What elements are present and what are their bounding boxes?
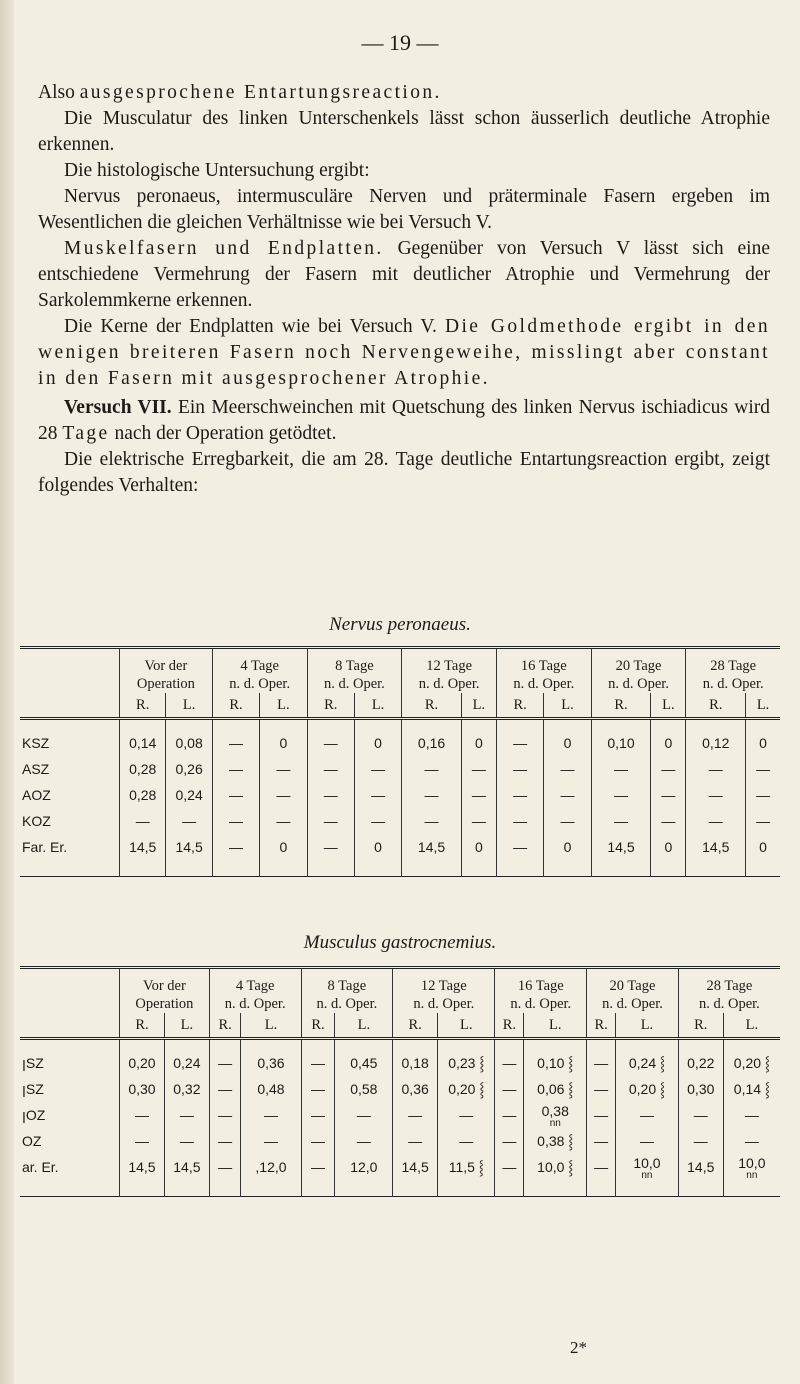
table-cell: 0,48	[241, 1076, 301, 1102]
table-cell: —	[746, 808, 780, 834]
table-cell: 0,16	[402, 719, 462, 757]
table-cell: —	[495, 1076, 524, 1102]
table-cell: 0	[651, 719, 686, 757]
column-header-l: L.	[164, 1013, 209, 1039]
table-cell: —	[587, 1154, 616, 1197]
table-cell: 0,24 ⸾	[616, 1039, 679, 1077]
paragraph: Die elektrische Erregbarkeit, die am 28. Tage deutliche Entartungsreaction ergibt, zeigt folgendes Verhalten:	[38, 449, 770, 496]
table-row	[20, 834, 780, 877]
column-header-r: R.	[587, 1013, 616, 1039]
column-header-l: L.	[651, 693, 686, 719]
table-row	[20, 1076, 780, 1102]
table-cell: 12,0	[335, 1154, 393, 1197]
column-header-l: L.	[723, 1013, 780, 1039]
group-title: 20 Tage	[609, 978, 656, 994]
group-subtitle: n. d. Oper.	[702, 676, 764, 692]
table-cell: —	[544, 782, 591, 808]
table-cell: 0,14 ⸾	[723, 1076, 780, 1102]
table-cell: —	[354, 756, 401, 782]
table-cell: —	[241, 1102, 301, 1128]
table-cell: —	[209, 1154, 241, 1197]
table-cell: —	[209, 1039, 241, 1077]
paragraph: Also ausgesprochene Entartungsreaction.	[38, 82, 442, 103]
table-cell: 0,30	[120, 1076, 165, 1102]
table-nervus-peronaeus	[20, 646, 780, 877]
table-cell: —	[461, 808, 496, 834]
group-subtitle: n. d. Oper.	[418, 676, 480, 692]
group-title: 8 Tage	[335, 658, 374, 674]
group-subtitle: n. d. Oper.	[224, 996, 286, 1012]
header-corner	[20, 648, 120, 694]
group-title: 4 Tage	[240, 658, 279, 674]
table-cell: 0,20 ⸾	[616, 1076, 679, 1102]
table-row	[20, 1039, 780, 1077]
table-cell: —	[307, 719, 354, 757]
table-cell: —	[209, 1102, 241, 1128]
table-cell: —	[166, 808, 212, 834]
table-cell: 0,14	[120, 719, 166, 757]
body-text-2	[38, 395, 770, 499]
paragraph: Die Musculatur des linken Unterschenkels lässt schon äusserlich deutliche Atrophie erkennen.	[38, 108, 770, 155]
table-cell: 0,28	[120, 782, 166, 808]
group-title: 16 Tage	[517, 978, 564, 994]
table-cell: —	[678, 1128, 723, 1154]
table-cell: 11,5 ⸾	[438, 1154, 495, 1197]
column-header-r: R.	[120, 693, 166, 719]
table-cell: —	[301, 1039, 335, 1077]
table-cell: —	[209, 1076, 241, 1102]
row-label: ar. Er.	[22, 1159, 59, 1175]
table-cell: —	[587, 1039, 616, 1077]
table-cell: —	[746, 782, 780, 808]
row-label: KSZ	[22, 735, 50, 751]
table-cell: 0,58	[335, 1076, 393, 1102]
table-cell: —	[496, 719, 543, 757]
paragraph: Versuch VII. Ein Meerschweinchen mit Quetschung des linken Nervus ischiadicus wird 28 Tage nach der Operation getödtet.	[38, 397, 770, 444]
table-cell: —	[496, 808, 543, 834]
table-cell: 0,22	[678, 1039, 723, 1077]
table-cell: 0	[354, 719, 401, 757]
table-cell: 0	[354, 834, 401, 877]
column-group-header	[678, 968, 780, 1014]
row-label: Far. Er.	[22, 839, 68, 855]
table-cell: —	[616, 1128, 679, 1154]
table-cell: 0,10 ⸾	[524, 1039, 587, 1077]
column-group-header	[393, 968, 495, 1014]
table-cell: 14,5	[166, 834, 212, 877]
row-label: ꞁOZ	[22, 1106, 46, 1123]
table-cell: 14,5	[678, 1154, 723, 1197]
column-header-l: L.	[438, 1013, 495, 1039]
table-row	[20, 1154, 780, 1197]
table-cell: —	[301, 1128, 335, 1154]
column-group-header	[496, 648, 591, 694]
table-cell: —	[335, 1102, 393, 1128]
table-row	[20, 719, 780, 757]
table-cell: —	[260, 808, 307, 834]
table-cell: 10,0 nn	[616, 1154, 679, 1197]
column-header-l: L.	[544, 693, 591, 719]
table-cell: —	[241, 1128, 301, 1154]
table-cell: ,12,0	[241, 1154, 301, 1197]
table-cell: 14,5	[164, 1154, 209, 1197]
table-cell: —	[496, 756, 543, 782]
table-cell: —	[544, 756, 591, 782]
column-header-r: R.	[686, 693, 746, 719]
group-title: 28 Tage	[706, 978, 753, 994]
table-cell: 0	[746, 834, 780, 877]
table-row	[20, 1102, 780, 1128]
table-cell: —	[354, 808, 401, 834]
header-corner	[20, 968, 120, 1014]
table-cell: 0	[746, 719, 780, 757]
group-title: 28 Tage	[710, 658, 757, 674]
body-text-1	[38, 80, 770, 392]
table-cell: —	[496, 834, 543, 877]
group-subtitle: Operation	[135, 996, 194, 1012]
column-group-header	[209, 968, 301, 1014]
table-cell: 0,24	[166, 782, 212, 808]
table-cell: —	[212, 782, 259, 808]
table-cell: 14,5	[393, 1154, 438, 1197]
row-label: OZ	[22, 1133, 42, 1149]
table-cell: —	[301, 1102, 335, 1128]
row-label: KOZ	[22, 813, 51, 829]
row-label: ASZ	[22, 761, 50, 777]
column-header-l: L.	[746, 693, 780, 719]
column-header-r: R.	[495, 1013, 524, 1039]
table-cell: —	[591, 782, 651, 808]
paragraph: Die Kerne der Endplatten wie bei Versuch V. Die Goldmethode ergibt in den wenigen breiteren Fasern noch Nervengeweihe, misslingt aber constant in den Fasern mit ausgesprochener Atrophie.	[38, 316, 771, 389]
table-cell: 0,20 ⸾	[723, 1039, 780, 1077]
column-header-r: R.	[307, 693, 354, 719]
table-cell: —	[461, 756, 496, 782]
table-cell: 0	[544, 719, 591, 757]
column-header-l: L.	[354, 693, 401, 719]
group-subtitle: n. d. Oper.	[699, 996, 760, 1012]
paragraph: Muskelfasern und Endplatten. Gegenüber von Versuch V lässt sich eine entschiedene Vermehrung der Fasern mit deutlicher Atrophie und Vermehrung der Sarkolemmkerne erkennen.	[38, 238, 770, 311]
table-cell: 0,30	[678, 1076, 723, 1102]
table-cell: —	[402, 756, 462, 782]
column-group-header	[301, 968, 393, 1014]
table-cell: 0,18	[393, 1039, 438, 1077]
table-cell: —	[591, 756, 651, 782]
table-cell: —	[587, 1128, 616, 1154]
table-cell: 0,08	[166, 719, 212, 757]
column-header-l: L.	[166, 693, 212, 719]
table-cell: —	[591, 808, 651, 834]
paragraph: Die histologische Untersuchung ergibt:	[64, 160, 370, 181]
row-label: ꞁSZ	[22, 1054, 44, 1071]
column-header-r: R.	[212, 693, 259, 719]
table-cell: 14,5	[686, 834, 746, 877]
table-cell: 14,5	[120, 1154, 165, 1197]
table-cell: —	[212, 756, 259, 782]
row-label: ꞁSZ	[22, 1080, 44, 1097]
column-header-r: R.	[496, 693, 543, 719]
table-cell: —	[120, 808, 166, 834]
group-subtitle: n. d. Oper.	[510, 996, 572, 1012]
table-cell: 0,45	[335, 1039, 393, 1077]
group-title: Vor der	[143, 978, 186, 994]
table-cell: —	[686, 782, 746, 808]
table-cell: 0,20 ⸾	[438, 1076, 495, 1102]
group-subtitle: n. d. Oper.	[229, 676, 291, 692]
table-cell: —	[402, 808, 462, 834]
group-title: 12 Tage	[420, 978, 467, 994]
column-group-header	[591, 648, 686, 694]
table-cell: —	[209, 1128, 241, 1154]
column-header-r: R.	[120, 1013, 165, 1039]
column-header-r: R.	[301, 1013, 335, 1039]
table-cell: 0	[260, 719, 307, 757]
group-title: 4 Tage	[235, 978, 275, 994]
table-cell: —	[495, 1154, 524, 1197]
table-cell: —	[354, 782, 401, 808]
column-group-header	[402, 648, 497, 694]
table-cell: —	[335, 1128, 393, 1154]
column-header-r: R.	[591, 693, 651, 719]
table-cell: —	[651, 808, 686, 834]
table-cell: —	[438, 1102, 495, 1128]
group-title: 20 Tage	[615, 658, 662, 674]
group-subtitle: n. d. Oper.	[323, 676, 385, 692]
table-cell: —	[301, 1076, 335, 1102]
column-group-header	[307, 648, 402, 694]
table-cell: —	[723, 1128, 780, 1154]
table-row	[20, 782, 780, 808]
table-cell: —	[651, 782, 686, 808]
column-group-header	[495, 968, 587, 1014]
table-musculus-gastrocnemius	[20, 966, 780, 1197]
column-header-l: L.	[241, 1013, 301, 1039]
header-corner	[20, 1013, 120, 1039]
table-cell: 0,32	[164, 1076, 209, 1102]
table-cell: 0,38 nn	[524, 1102, 587, 1128]
table-cell: —	[723, 1102, 780, 1128]
table-cell: —	[544, 808, 591, 834]
group-subtitle: n. d. Oper.	[608, 676, 669, 692]
table-cell: 0,24	[164, 1039, 209, 1077]
table-cell: —	[260, 782, 307, 808]
table-cell: —	[393, 1102, 438, 1128]
table-cell: —	[164, 1128, 209, 1154]
group-title: Vor der	[144, 658, 188, 674]
table-cell: 0,12	[686, 719, 746, 757]
table-cell: —	[307, 808, 354, 834]
table-cell: —	[461, 782, 496, 808]
table-cell: —	[587, 1076, 616, 1102]
group-subtitle: n. d. Oper.	[316, 996, 378, 1012]
table-cell: 0,10	[591, 719, 651, 757]
table-caption-nervus: Nervus peronaeus.	[329, 614, 471, 635]
table-row	[20, 808, 780, 834]
page-number: — 19 —	[361, 30, 439, 55]
page-edge-shadow	[0, 0, 14, 1384]
column-group-header	[120, 648, 213, 694]
column-group-header	[120, 968, 210, 1014]
table-cell: 0,38 ⸾	[524, 1128, 587, 1154]
table-cell: —	[686, 808, 746, 834]
table-cell: 14,5	[120, 834, 166, 877]
table-cell: 0,26	[166, 756, 212, 782]
table-cell: —	[164, 1102, 209, 1128]
group-title: 12 Tage	[426, 658, 473, 674]
column-group-header	[686, 648, 780, 694]
group-subtitle: n. d. Oper.	[602, 996, 663, 1012]
column-header-r: R.	[393, 1013, 438, 1039]
table-cell: 0,28	[120, 756, 166, 782]
table-cell: —	[393, 1128, 438, 1154]
group-title: 16 Tage	[520, 658, 567, 674]
table-cell: 0,23 ⸾	[438, 1039, 495, 1077]
table-cell: 10,0 nn	[723, 1154, 780, 1197]
column-header-l: L.	[461, 693, 496, 719]
group-subtitle: n. d. Oper.	[513, 676, 575, 692]
table-cell: —	[495, 1102, 524, 1128]
paragraph: Nervus peronaeus, intermusculäre Nerven und präterminale Fasern ergeben im Wesentlichen die gleichen Verhältnisse wie bei Versuch V.	[38, 186, 770, 233]
table-cell: —	[616, 1102, 679, 1128]
table-cell: —	[120, 1128, 165, 1154]
table-cell: —	[651, 756, 686, 782]
table-cell: —	[402, 782, 462, 808]
column-header-r: R.	[209, 1013, 241, 1039]
table-cell: —	[587, 1102, 616, 1128]
column-group-header	[212, 648, 307, 694]
table-row	[20, 756, 780, 782]
table-cell: 14,5	[591, 834, 651, 877]
row-label: AOZ	[22, 787, 51, 803]
table-cell: —	[495, 1039, 524, 1077]
table-cell: 0,36	[241, 1039, 301, 1077]
table-cell: —	[746, 756, 780, 782]
table-cell: 0,20	[120, 1039, 165, 1077]
table-caption-musculus: Musculus gastrocnemius.	[303, 932, 497, 953]
table-row	[20, 1128, 780, 1154]
table-cell: 0	[651, 834, 686, 877]
table-cell: —	[307, 782, 354, 808]
table-cell: —	[212, 834, 259, 877]
column-header-r: R.	[678, 1013, 723, 1039]
table-cell: —	[301, 1154, 335, 1197]
table-cell: 0,36	[393, 1076, 438, 1102]
signature-mark: 2*	[570, 1338, 587, 1357]
table-cell: —	[212, 719, 259, 757]
table-cell: —	[212, 808, 259, 834]
table-cell: 0	[544, 834, 591, 877]
column-header-l: L.	[616, 1013, 679, 1039]
table-cell: —	[307, 834, 354, 877]
header-corner	[20, 693, 120, 719]
table-cell: —	[495, 1128, 524, 1154]
table-cell: —	[678, 1102, 723, 1128]
table-cell: 14,5	[402, 834, 462, 877]
group-subtitle: Operation	[136, 676, 195, 692]
group-subtitle: n. d. Oper.	[413, 996, 475, 1012]
column-header-r: R.	[402, 693, 462, 719]
table-cell: —	[307, 756, 354, 782]
column-group-header	[587, 968, 679, 1014]
column-header-l: L.	[335, 1013, 393, 1039]
table-cell: 10,0 ⸾	[524, 1154, 587, 1197]
column-header-l: L.	[260, 693, 307, 719]
table-cell: 0	[461, 719, 496, 757]
table-cell: 0,06 ⸾	[524, 1076, 587, 1102]
table-cell: —	[686, 756, 746, 782]
table-cell: —	[260, 756, 307, 782]
table-cell: —	[120, 1102, 165, 1128]
column-header-l: L.	[524, 1013, 587, 1039]
table-cell: —	[438, 1128, 495, 1154]
group-title: 8 Tage	[327, 978, 367, 994]
table-cell: 0	[461, 834, 496, 877]
table-cell: 0	[260, 834, 307, 877]
table-cell: —	[496, 782, 543, 808]
